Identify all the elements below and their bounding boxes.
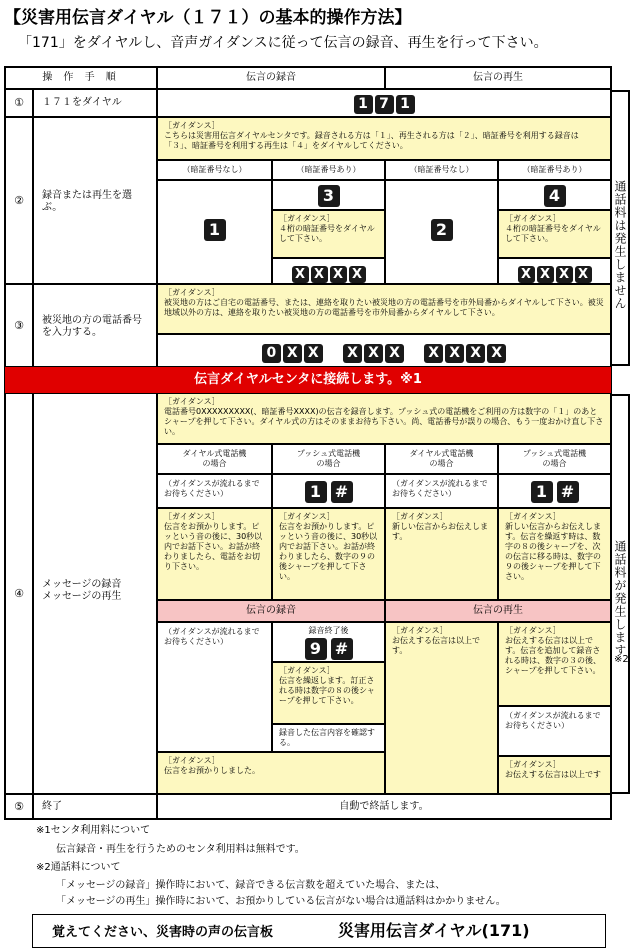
row3-num: ③ — [5, 284, 33, 367]
row3-label: 被災地の方の電話番号を入力する。 — [33, 284, 157, 367]
footer-right: 災害用伝言ダイヤル(171) — [338, 921, 530, 940]
note2-title: ※2通話料について — [36, 862, 121, 873]
key-pin-y4: X — [575, 266, 592, 283]
key-push-rec-hash: # — [331, 481, 353, 503]
row4-g-add: ［ガイダンス］ お伝えする伝言は以上です。伝言を追加して録音される時は、数字の３の後、シャープを押して下さい。 — [498, 622, 611, 706]
key-pin-x1: X — [292, 266, 309, 283]
key-pin-y1: X — [518, 266, 535, 283]
row2-pin-play: （暗証番号あり） — [498, 160, 611, 180]
note2-body1: 「メッセージの録音」操作時において、録音できる伝言数を超えていた場合、または、 — [56, 880, 446, 891]
side-note-free: 通話料は発生しません — [613, 180, 627, 310]
row3-number-keys — [157, 334, 611, 367]
key-n0: 0 — [262, 344, 281, 363]
page-title: 【災害用伝言ダイヤル（１７１）の基本的操作方法】 — [4, 8, 412, 28]
key-1b: 1 — [396, 95, 415, 114]
side-note-charged: 通話料が発生します — [613, 540, 627, 657]
row2-label: 録音または再生を選ぶ。 — [33, 117, 157, 284]
row4-dial-play-head: ダイヤル式電話機 の場合 — [385, 444, 498, 474]
row4-g-rec-end: ［ガイダンス］ 伝言を繰返します。訂正される時は数字の８の後シャープを押して下さい。 — [272, 662, 385, 724]
row2-play-pin-keys — [498, 258, 611, 284]
row3-guidance: ［ガイダンス］ 被災地の方はご自宅の電話番号、または、連絡を取りたい被災地の方の電話番号を市外局番からダイヤルして下さい。被災地域以外の方は、連絡を取りたい被災地の方の電話番号を市外局番からダイヤルして下さい。 — [157, 284, 611, 334]
row5-num: ⑤ — [5, 794, 33, 819]
key-push-play-1: 1 — [531, 481, 553, 503]
key-nc4: X — [487, 344, 506, 363]
key-na2: X — [283, 344, 302, 363]
note1-body: 伝言録音・再生を行うためのセンタ利用料は無料です。 — [56, 844, 305, 855]
key-push-play-hash: # — [557, 481, 579, 503]
connect-banner: 伝言ダイヤルセンタに接続します。※1 — [5, 367, 611, 393]
header-steps: 操 作 手 順 — [5, 67, 157, 89]
row4-dial-rec-head: ダイヤル式電話機 の場合 — [157, 444, 272, 474]
row2-record-pin-guidance: ［ガイダンス］ ４桁の暗証番号をダイヤルして下さい。 — [272, 210, 385, 258]
row5-label: 終了 — [33, 794, 157, 819]
row4-g-rec-push: ［ガイダンス］ 伝言をお預かりします。ピッという音の後に、30秒以内でお話下さい。お話が終わりましたら、数字の９の後シャープを押して下さい。 — [272, 508, 385, 600]
row1-label: １７１をダイヤル — [33, 89, 157, 117]
row2-play-pin-guidance: ［ガイダンス］ ４桁の暗証番号をダイヤルして下さい。 — [498, 210, 611, 258]
side-note-ref: ※2 — [614, 654, 629, 665]
row4-num: ④ — [5, 393, 33, 794]
key-pin-y3: X — [556, 266, 573, 283]
row2-play-cell — [385, 180, 498, 284]
key-record-pin-3: 3 — [318, 185, 340, 207]
row2-guidance: ［ガイダンス］ こちらは災害用伝言ダイヤルセンタです。録音される方は「１」、再生される方は「２」、暗証番号を利用する録音は「３」、暗証番号を利用する再生は「４」をダイヤルしてください。 — [157, 117, 611, 160]
key-na3: X — [304, 344, 323, 363]
row4-guidance: ［ガイダンス］ 電話番号0XXXXXXXXX(、暗証番号XXXX)の伝言を録音します。プッシュ式の電話機をご利用の方は数字の「１」のあとシャープを押して下さい。ダイヤル式の方はそのままお待ち下さい。尚、電話番号が誤りの場合、もう一度おかけ直し下さい。 — [157, 393, 611, 444]
row4-push-play-head: プッシュ式電話機 の場合 — [498, 444, 611, 474]
row4-g-deliver: ［ガイダンス］ お伝えする伝言は以上です。 — [385, 622, 498, 794]
key-pin-y2: X — [537, 266, 554, 283]
row4-g-end: ［ガイダンス］ お伝えする伝言は以上です — [498, 756, 611, 794]
key-rec-end-hash: # — [331, 638, 353, 660]
note2-body2: 「メッセージの再生」操作時において、お預かりしている伝言がない場合は通話料はかかりません。 — [56, 896, 506, 907]
key-rec-end-9: 9 — [305, 638, 327, 660]
row4-sub-record: 伝言の録音 — [157, 600, 385, 622]
row2-record-pin-keys — [272, 258, 385, 284]
row4-wait-play2: （ガイダンスが流れるまでお待ちください） — [498, 706, 611, 756]
row5-text: 自動で終話します。 — [157, 794, 611, 819]
row1-dial-cell — [157, 89, 611, 117]
row4-push-play-keys — [498, 474, 611, 508]
key-nc1: X — [424, 344, 443, 363]
footer-left: 覚えてください、災害時の声の伝言板 — [52, 925, 274, 940]
header-play: 伝言の再生 — [385, 67, 611, 89]
page-subtitle: 「171」をダイヤルし、音声ガイダンスに従って伝言の録音、再生を行って下さい。 — [18, 35, 548, 51]
key-play-pin-4: 4 — [544, 185, 566, 207]
key-pin-x4: X — [349, 266, 366, 283]
key-push-rec-1: 1 — [305, 481, 327, 503]
row2-pin-rec: （暗証番号あり） — [272, 160, 385, 180]
key-nc3: X — [466, 344, 485, 363]
key-7: 7 — [375, 95, 394, 114]
row2-record-cell — [157, 180, 272, 284]
row4-push-rec-head: プッシュ式電話機 の場合 — [272, 444, 385, 474]
row4-sub-play: 伝言の再生 — [385, 600, 611, 622]
key-1: 1 — [354, 95, 373, 114]
row4-g-play-push: ［ガイダンス］ 新しい伝言からお伝えします。伝言を繰返す時は、数字の８の後シャープを、次の伝言に移る時は、数字の９の後シャープを押して下さい。 — [498, 508, 611, 600]
row4-rec-end-cell — [272, 622, 385, 662]
row4-push-rec-keys — [272, 474, 385, 508]
row2-play-pin-key-cell — [498, 180, 611, 210]
row2-no-pin-play: （暗証番号なし） — [385, 160, 498, 180]
key-nb2: X — [364, 344, 383, 363]
row1-num: ① — [5, 89, 33, 117]
row4-g-play-dial: ［ガイダンス］ 新しい伝言からお伝えします。 — [385, 508, 498, 600]
key-pin-x2: X — [311, 266, 328, 283]
row2-num: ② — [5, 117, 33, 284]
row4-g-rec-dial: ［ガイダンス］ 伝言をお預かりします。ピッという音の後に、30秒以内でお話下さい。お話が終わりましたら、電話をお切り下さい。 — [157, 508, 272, 600]
row2-record-pin-key-cell — [272, 180, 385, 210]
row2-no-pin-rec: （暗証番号なし） — [157, 160, 272, 180]
key-nb1: X — [343, 344, 362, 363]
key-pin-x3: X — [330, 266, 347, 283]
header-record: 伝言の録音 — [157, 67, 385, 89]
row4-label: メッセージの録音 メッセージの再生 — [33, 393, 157, 794]
key-record-1: 1 — [204, 219, 226, 241]
key-nb3: X — [385, 344, 404, 363]
key-play-2: 2 — [431, 219, 453, 241]
row4-wait-play: （ガイダンスが流れるまでお待ちください） — [385, 474, 498, 508]
row4-wait-rec2: （ガイダンスが流れるまでお待ちください） — [157, 622, 272, 752]
key-nc2: X — [445, 344, 464, 363]
row4-g-kept: ［ガイダンス］ 伝言をお預かりしました。 — [157, 752, 385, 794]
row4-rec-end-label: 録音終了後 — [308, 626, 349, 635]
row4-wait-rec: （ガイダンスが流れるまでお待ちください） — [157, 474, 272, 508]
row4-confirm: 録音した伝言内容を確認する。 — [272, 724, 385, 752]
note1-title: ※1センタ利用料について — [36, 825, 151, 836]
